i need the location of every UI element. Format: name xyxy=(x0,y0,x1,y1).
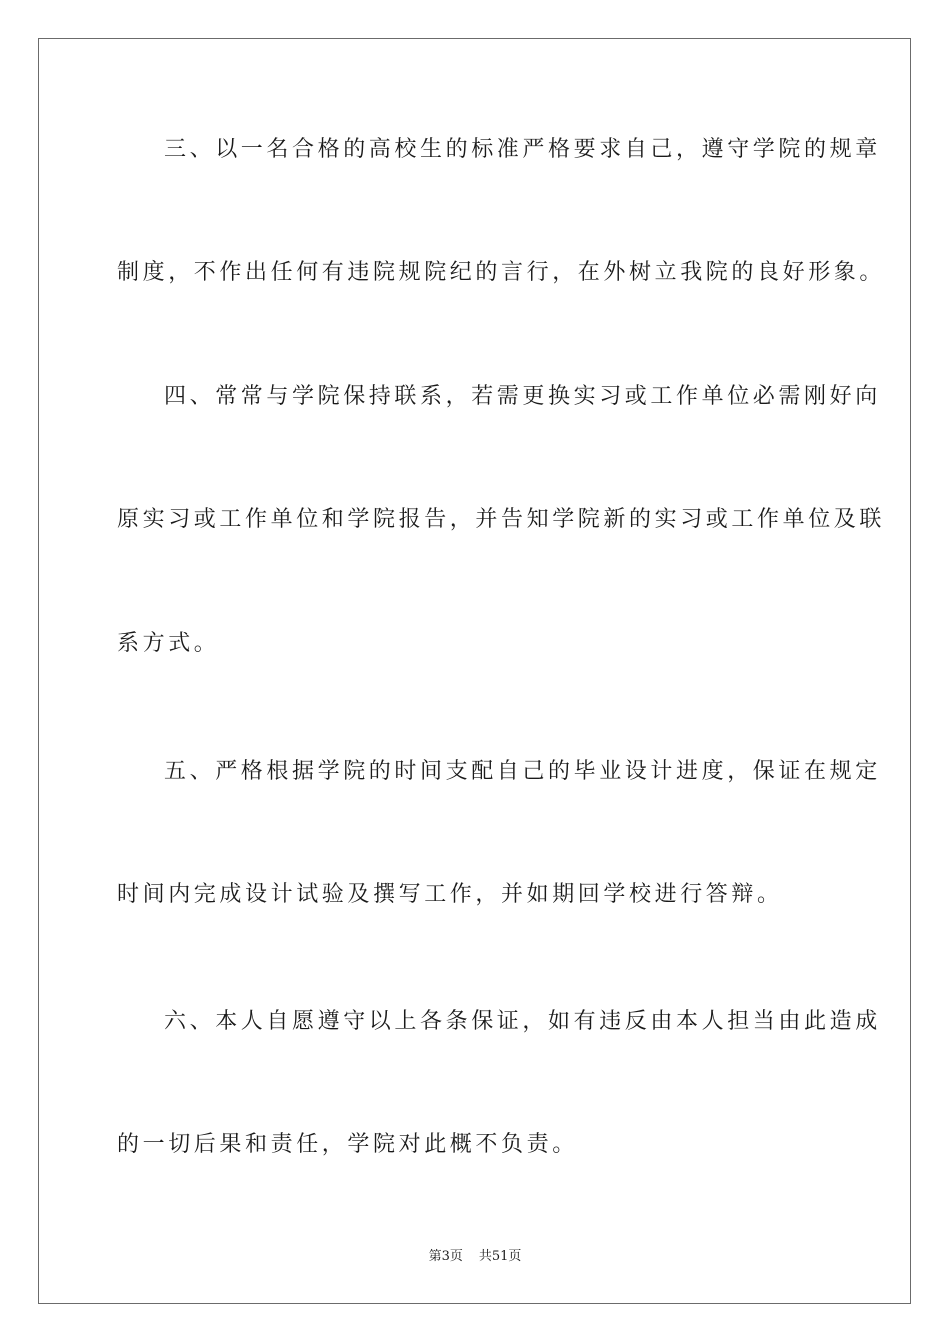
paragraph-5-line-2: 时间内完成设计试验及撰写工作，并如期回学校进行答辩。 xyxy=(117,882,783,907)
paragraph-4-line-2: 原实习或工作单位和学院报告，并告知学院新的实习或工作单位及联 xyxy=(117,507,886,532)
paragraph-5-line-1: 五、严格根据学院的时间支配自己的毕业设计进度，保证在规定 xyxy=(164,759,881,784)
page-total: 共51页 xyxy=(478,1249,522,1264)
paragraph-6-line-2: 的一切后果和责任，学院对此概不负责。 xyxy=(117,1132,578,1157)
paragraph-4-line-1: 四、常常与学院保持联系，若需更换实习或工作单位必需刚好向 xyxy=(164,384,881,409)
paragraph-3-line-1: 三、以一名合格的高校生的标准严格要求自己，遵守学院的规章 xyxy=(164,137,881,162)
page-frame xyxy=(38,38,911,1304)
paragraph-3-line-2: 制度，不作出任何有违院规院纪的言行，在外树立我院的良好形象。 xyxy=(117,260,886,285)
paragraph-4-line-3: 系方式。 xyxy=(117,631,220,656)
page-footer xyxy=(0,1248,950,1266)
page-number: 第3页 xyxy=(428,1249,463,1264)
paragraph-6-line-1: 六、本人自愿遵守以上各条保证，如有违反由本人担当由此造成 xyxy=(164,1009,881,1034)
